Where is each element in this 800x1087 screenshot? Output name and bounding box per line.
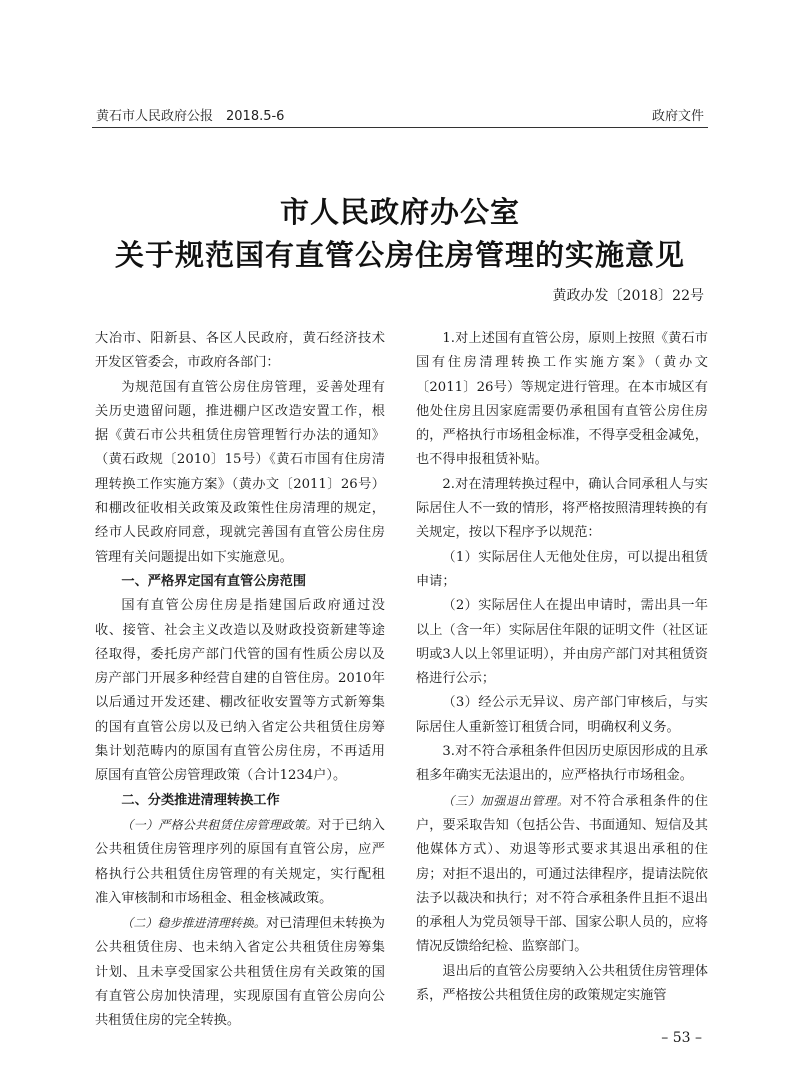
item-1-label: （一）严格公共租赁住房管理政策。	[121, 817, 318, 832]
right-paragraph-3: （1）实际居住人无他处住房，可以提出租赁申请；	[416, 549, 708, 589]
right-paragraph-2: 2.对在清理转换过程中，确认合同承租人与实际居住人不一致的情形，将严格按照清理转换的有关规定，按以下程序予以规范：	[416, 476, 708, 541]
item-1-text: 对于已纳入公共租赁住房管理序列的原国有直管公房，应严格执行公共租赁住房管理的有关规定，实行配租准入审核制和市场租金、租金核减政策。	[95, 817, 385, 906]
item-2-label: （二）稳步推进清理转换。	[121, 916, 266, 931]
item-3	[416, 789, 708, 960]
right-paragraph-5: （3）经公示无异议、房产部门审核后，与实际居住人重新签订租赁合同，明确权利义务。	[416, 695, 708, 735]
intro-paragraph: 为规范国有直管公房住房管理，妥善处理有关历史遗留问题，推进棚户区改造安置工作，根据《黄石市公共租赁住房管理暂行办法的通知》（黄石政规〔2010〕15号）《黄石市国有住房清理转换工作实施方案》（黄办文〔2011〕26号）和棚改征收相关政策及政策性住房清理的规定，经市人民政府同意，现就完善国有直管公房住房管理有关问题提出如下实施意见。	[95, 379, 385, 565]
item-2-text: 对已清理但未转换为公共租赁住房、也未纳入省定公共租赁住房筹集计划、且未享受国家公共租赁住房有关政策的国有直管公房加快清理，实现原国有直管公房向公共租赁住房的完全转换。	[95, 916, 385, 1029]
paragraph-1: 国有直管公房住房是指建国后政府通过没收、接管、社会主义改造以及财政投资新建等途径取得，委托房产部门代管的国有性质公房以及房产部门开展多种经营自建的自管住房。2010年以后通过开发还建、棚改征收安置等方式新筹集的国有直管公房以及已纳入省定公共租赁住房筹集计划范畴内的原国有直管公房住房，不再适用原国有直管公房管理政策（合计1234户）。	[95, 598, 385, 784]
document-number: 黄政办发〔2018〕22号	[552, 288, 704, 304]
item-3-label: （三）加强退出管理。	[442, 793, 570, 808]
item-1	[95, 813, 385, 911]
right-column	[416, 327, 708, 1008]
right-paragraph-7: 退出后的直管公房要纳入公共租赁住房管理体系，严格按公共租赁住房的政策规定实施管	[416, 963, 708, 1004]
right-paragraph-6: 3.对不符合承租条件但因历史原因形成的且承租多年确实无法退出的，应严格执行市场租金。	[416, 744, 708, 784]
section-heading-2: 二、分类推进清理转换工作	[121, 792, 280, 808]
publication-header: 黄石市人民政府公报 2018.5-6	[96, 109, 285, 124]
section-heading-1: 一、严格界定国有直管公房范围	[121, 573, 307, 589]
title-line-1: 市人民政府办公室	[279, 195, 520, 229]
item-2	[95, 911, 385, 1033]
salutation: 大冶市、阳新县、各区人民政府，黄石经济技术开发区管委会，市政府各部门：	[95, 331, 385, 371]
page-number: – 53 –	[661, 1030, 702, 1046]
item-3-text: 对不符合承租条件的住户，要采取告知（包括公告、书面通知、短信及其他媒体方式）、劝退等形式要求其退出承租的住房；对拒不退出的，可通过法律程序，提请法院依法予以裁决和执行；对不符合承租条件且拒不退出的承租人为党员领导干部、国家公职人员的，应将情况反馈给纪检、监察部门。	[416, 793, 708, 955]
right-paragraph-1: 1.对上述国有直管公房，原则上按照《黄石市国有住房清理转换工作实施方案》（黄办文〔2011〕26号）等规定进行管理。在本市城区有他处住房且因家庭需要仍承租国有直管公房住房的，严格执行市场租金标准，不得享受租金减免，也不得申报租赁补贴。	[416, 331, 708, 468]
header-rule	[92, 127, 708, 128]
section-header: 政府文件	[651, 109, 704, 124]
right-paragraph-4: （2）实际居住人在提出申请时，需出具一年以上（含一年）实际居住年限的证明文件（社区证明或3人以上邻里证明），并由房产部门对其租赁资格进行公示；	[416, 598, 708, 687]
left-column	[95, 327, 385, 1034]
title-line-2: 关于规范国有直管公房住房管理的实施意见	[114, 238, 685, 272]
